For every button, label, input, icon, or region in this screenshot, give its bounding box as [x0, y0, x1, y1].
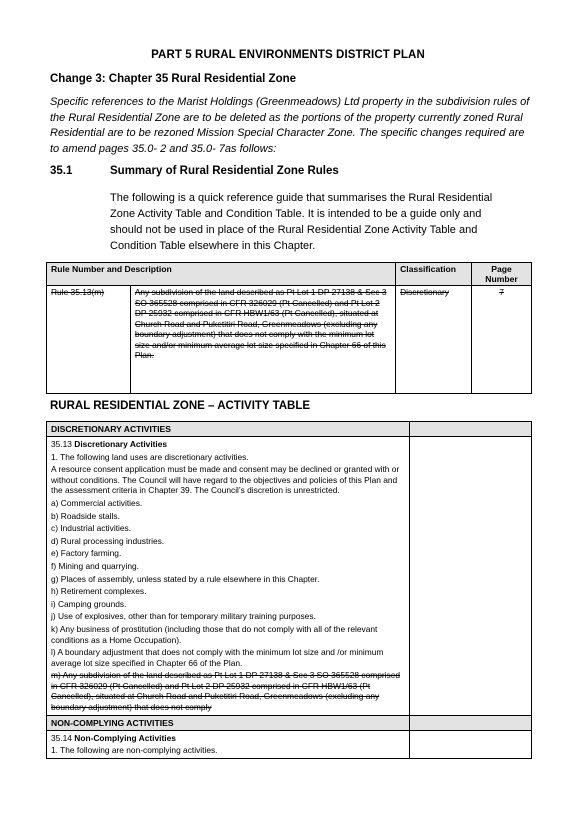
- list-item: j) Use of explosives, other than for temporary military training purposes.: [51, 611, 316, 622]
- classification-cell: Discretionary: [396, 286, 472, 394]
- struck-list-item: m) Any subdivision of the land described as Pt Lot 1 DP 27138 & Sec 3 SO 365528 comprised in CFR 326029 (Pt Cancelled) and Pt Lot 2 DP 25932 comprised in CFR HBW1/63 (Pt Cancelled), situated at Church Road and Puketitiri Road, Greenmeadows (excluding any boundary adjustment) that does not comply: [51, 670, 401, 713]
- page-number-cell: 7: [472, 286, 532, 394]
- rule-description-cell: Any subdivision of the land described as Pt Lot 1 DP 27138 & Sec 3 SO 365528 comprised in CFR 326029 (Pt Cancelled) and Pt Lot 2 DP 25932 comprised in CFR HBW1/63 (Pt Cancelled), situated at Church Road and Puketitiri Road, Greenmeadows (excluding any boundary adjustment) that does not comply with the minimum lot size and/or minimum average lot size specified in Chapter 66 of this Plan.: [130, 286, 395, 394]
- discretionary-header: DISCRETIONARY ACTIVITIES: [47, 422, 410, 437]
- header-blank-cell: [410, 715, 532, 730]
- rule-number: 35.13: [51, 439, 72, 449]
- rule-title: Discretionary Activities: [74, 439, 168, 449]
- section-title: Summary of Rural Residential Zone Rules: [110, 165, 339, 177]
- rule-heading: [51, 733, 405, 744]
- header-rule-description: Rule Number and Description: [47, 263, 396, 286]
- list-item: i) Camping grounds.: [51, 598, 127, 609]
- table-header-row: [47, 263, 532, 286]
- quick-reference-table: [46, 262, 532, 394]
- header-classification: Classification: [396, 263, 472, 286]
- activity-table: [46, 421, 532, 759]
- rule-title: Non-Complying Activities: [74, 732, 176, 743]
- list-item: c) Industrial activities.: [51, 523, 132, 534]
- rule-number: 35.14: [51, 732, 72, 743]
- table-row: [47, 286, 532, 394]
- list-item: f) Mining and quarrying.: [51, 560, 139, 571]
- rule-number-cell: Rule 35.13(m): [47, 286, 131, 394]
- noncomplying-content: [47, 730, 410, 758]
- list-item: l) A boundary adjustment that does not comply with the minimum lot size and /or minimum average lot size specified in Chapter 66 of the Plan.: [51, 647, 384, 668]
- blank-cell: [410, 437, 532, 716]
- document-title: PART 5 RURAL ENVIRONMENTS DISTRICT PLAN: [151, 49, 425, 61]
- change-heading: Change 3: Chapter 35 Rural Residential Zone: [50, 73, 297, 85]
- list-item: h) Retirement complexes.: [51, 586, 147, 597]
- table-row: [47, 730, 532, 758]
- noncomplying-header: NON-COMPLYING ACTIVITIES: [47, 715, 410, 730]
- table-row: [47, 715, 532, 730]
- list-item: k) Any business of prostitution (including those that do not comply with all of the relevant conditions as a Home Occupation).: [51, 623, 378, 645]
- list-item: b) Roadside stalls.: [51, 510, 120, 521]
- list-intro: 1. The following are non-complying activities.: [51, 745, 218, 756]
- header-page-number: Page Number: [472, 263, 532, 286]
- activity-table-title: RURAL RESIDENTIAL ZONE – ACTIVITY TABLE: [50, 400, 311, 412]
- intro-paragraph: Specific references to the Marist Holdings (Greenmeadows) Ltd property in the subdivision rules of the Rural Residential Zone are to be deleted as the portions of the property currently zoned Rural Residential are to be rezoned Mission Special Character Zone. The specific changes required are to amend pages 35.0- 2 and 35.0- 7as follows:: [50, 96, 530, 155]
- section-number: 35.1: [50, 165, 73, 177]
- list-item: d) Rural processing industries.: [51, 535, 165, 546]
- section-body: The following is a quick reference guide that summarises the Rural Residential Zone Activity Table and Condition Table. It is intended to be a guide only and should not be used in place of the Rural Residential Zone Activity Table and Condition Table elsewhere in this Chapter.: [110, 192, 493, 252]
- consent-paragraph: A resource consent application must be made and consent may be declined or granted with or without conditions. The Council will have regard to the objectives and policies of this Plan and the assessment criteria in Chapter 39. The Council’s discretion is unrestricted.: [51, 464, 400, 496]
- discretionary-content: [47, 437, 410, 716]
- list-item: g) Places of assembly, unless stated by a rule elsewhere in this Chapter.: [51, 573, 320, 584]
- list-item: a) Commercial activities.: [51, 497, 143, 508]
- table-row: [47, 422, 532, 437]
- list-item: e) Factory farming.: [51, 548, 122, 559]
- rule-heading: [51, 439, 405, 450]
- blank-cell: [410, 730, 532, 758]
- list-intro: 1. The following land uses are discretionary activities.: [51, 451, 249, 462]
- table-row: [47, 437, 532, 716]
- header-blank-cell: [410, 422, 532, 437]
